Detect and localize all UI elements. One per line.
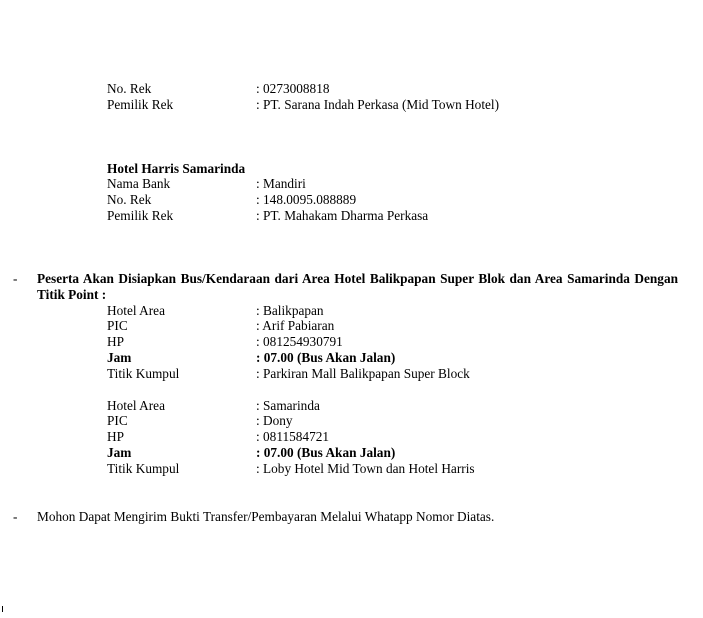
balikpapan-meeting-point-label: Titik Kumpul <box>107 366 180 381</box>
bank1-account-number-row <box>107 81 330 97</box>
samarinda-hp-value: : 0811584721 <box>256 429 330 444</box>
samarinda-meeting-point-value: : Loby Hotel Mid Town dan Hotel Harris <box>256 461 475 476</box>
bank2-account-number-row <box>107 192 356 208</box>
transfer-note: Mohon Dapat Mengirim Bukti Transfer/Pembayaran Melalui Whatapp Nomor Diatas. <box>37 509 495 524</box>
balikpapan-hotel-area-value: : Balikpapan <box>256 303 324 318</box>
bank2-bank-name-label: Nama Bank <box>107 176 171 191</box>
samarinda-pic-value: : Dony <box>256 413 293 428</box>
samarinda-meeting-point-row <box>107 461 475 477</box>
bank1-account-owner-label: Pemilik Rek <box>107 97 174 112</box>
samarinda-hp-row <box>107 429 329 445</box>
bank1-account-owner-value: : PT. Sarana Indah Perkasa (Mid Town Hotel) <box>256 97 500 112</box>
balikpapan-time-value: : 07.00 (Bus Akan Jalan) <box>256 350 396 365</box>
bank2-account-number-value: : 148.0095.088889 <box>256 192 357 207</box>
balikpapan-hp-label: HP <box>107 334 124 349</box>
samarinda-meeting-point-label: Titik Kumpul <box>107 461 180 476</box>
bank1-account-owner-row <box>107 97 499 113</box>
samarinda-hotel-area-label: Hotel Area <box>107 398 165 413</box>
balikpapan-time-row <box>107 350 395 366</box>
balikpapan-pic-value: : Arif Pabiaran <box>256 318 335 333</box>
balikpapan-time-label: Jam <box>107 350 132 365</box>
balikpapan-hp-value: : 081254930791 <box>256 334 343 349</box>
note-bullet: - <box>13 509 18 524</box>
samarinda-time-row <box>107 445 395 461</box>
balikpapan-hp-row <box>107 334 343 350</box>
balikpapan-hotel-area-row <box>107 303 324 319</box>
samarinda-hotel-area-row <box>107 398 320 414</box>
transport-bullet: - <box>13 271 18 286</box>
samarinda-time-value: : 07.00 (Bus Akan Jalan) <box>256 445 396 460</box>
balikpapan-meeting-point-row <box>107 366 470 382</box>
samarinda-hotel-area-value: : Samarinda <box>256 398 320 413</box>
bank1-account-number-value: : 0273008818 <box>256 81 330 96</box>
samarinda-time-label: Jam <box>107 445 132 460</box>
bank2-account-number-label: No. Rek <box>107 192 152 207</box>
balikpapan-pic-label: PIC <box>107 318 128 333</box>
bank2-bank-name-value: : Mandiri <box>256 176 306 191</box>
balikpapan-hotel-area-label: Hotel Area <box>107 303 165 318</box>
samarinda-pic-row <box>107 413 293 429</box>
hotel-harris-heading: Hotel Harris Samarinda <box>107 161 246 176</box>
bank2-account-owner-row <box>107 208 428 224</box>
page-edge-mark <box>2 606 3 612</box>
samarinda-pic-label: PIC <box>107 413 128 428</box>
bank2-account-owner-label: Pemilik Rek <box>107 208 174 223</box>
samarinda-hp-label: HP <box>107 429 124 444</box>
balikpapan-pic-row <box>107 318 334 334</box>
bank2-bank-name-row <box>107 176 306 192</box>
transport-paragraph: Peserta Akan Disiapkan Bus/Kendaraan dari Area Hotel Balikpapan Super Blok dan Area Samarinda Dengan Titik Point : <box>37 271 678 302</box>
bank1-account-number-label: No. Rek <box>107 81 152 96</box>
balikpapan-meeting-point-value: : Parkiran Mall Balikpapan Super Block <box>256 366 470 381</box>
bank2-account-owner-value: : PT. Mahakam Dharma Perkasa <box>256 208 429 223</box>
